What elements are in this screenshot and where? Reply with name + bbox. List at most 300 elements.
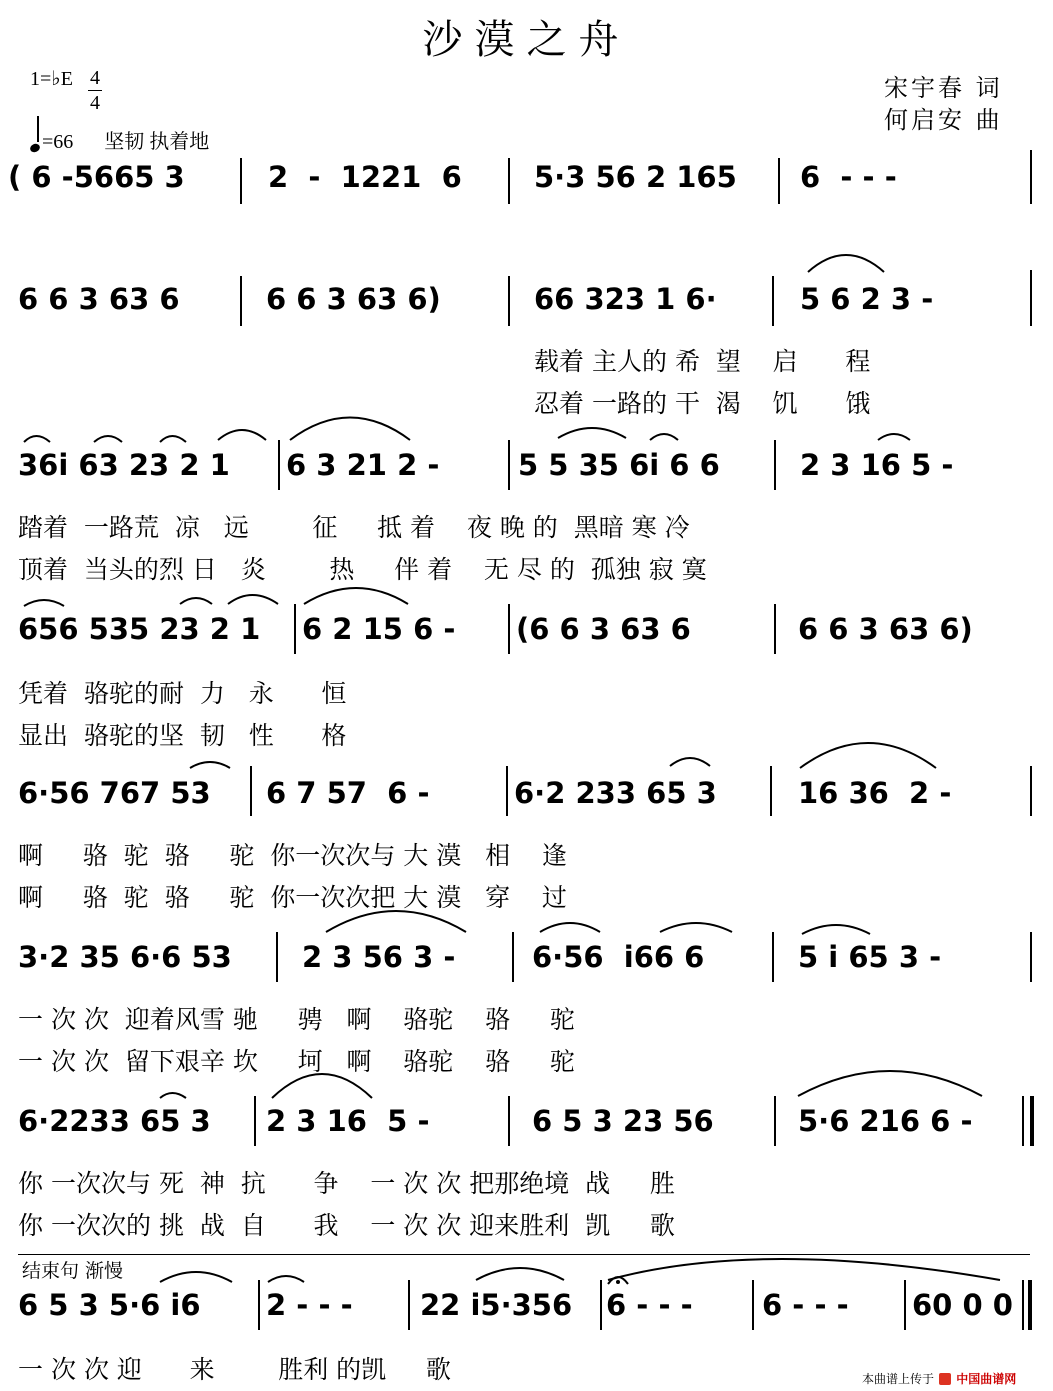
note: -	[939, 776, 952, 810]
lyric: 无	[483, 555, 509, 584]
note: 35	[578, 448, 619, 482]
lyric: 你	[18, 1169, 44, 1198]
note: 5	[48, 1288, 69, 1322]
lyric: 的	[532, 513, 558, 542]
lyric: 把	[370, 883, 396, 912]
lyric: 驼	[549, 1005, 575, 1034]
note: -	[862, 160, 875, 194]
note: 63	[78, 448, 119, 482]
lyricist: 宋宇春 词	[884, 74, 1003, 102]
note: 1	[240, 612, 261, 646]
note: -	[836, 1288, 849, 1322]
lyric: 骆	[82, 883, 108, 912]
lyric: 饥	[772, 389, 798, 418]
lyric: 啊	[346, 1005, 372, 1034]
note: 2	[179, 448, 200, 482]
slur	[650, 434, 678, 440]
note: )	[959, 612, 973, 646]
lyric: 战	[585, 1169, 611, 1198]
slur	[304, 588, 408, 604]
note: 2	[332, 612, 353, 646]
note: 2	[860, 282, 881, 316]
note: 2	[800, 448, 821, 482]
lyric: 寞	[681, 555, 707, 584]
note: -	[61, 160, 74, 194]
note: 5·6	[798, 1104, 850, 1138]
lyric: 骆	[403, 1047, 429, 1076]
lyric: 韧	[199, 721, 225, 750]
note: 56	[673, 1104, 714, 1138]
lyric: 自	[240, 1211, 266, 1240]
slur	[660, 923, 732, 932]
lyric: 挑	[158, 1211, 184, 1240]
lyric: 伴	[394, 555, 420, 584]
lyric: 骆	[82, 841, 108, 870]
lyric: 孤	[590, 555, 616, 584]
lyric: 的凯	[336, 1355, 387, 1384]
note: 53	[191, 940, 232, 974]
lyric: 一	[18, 1047, 44, 1076]
lyric: 我	[313, 1211, 339, 1240]
note: 6·6	[129, 940, 182, 974]
lyric: 驼	[123, 841, 149, 870]
lyric: 踏着	[18, 513, 69, 542]
slur	[160, 436, 186, 442]
lyric: 抵	[377, 513, 403, 542]
slur	[160, 1272, 232, 1282]
note: 65	[848, 940, 889, 974]
lyric: 望	[715, 347, 741, 376]
slur	[290, 418, 410, 441]
lyric: 忍着	[534, 389, 585, 418]
note: 5665	[73, 160, 155, 194]
note: 57	[326, 776, 367, 810]
lyric: 过	[541, 883, 567, 912]
lyric: 征	[312, 513, 338, 542]
note: -	[308, 160, 321, 194]
slur	[160, 1093, 186, 1098]
note: 1	[209, 448, 230, 482]
note: 3	[190, 1104, 211, 1138]
note: -	[417, 776, 430, 810]
note: 3	[898, 940, 920, 974]
lyric: 一	[295, 883, 321, 912]
note: 15	[362, 612, 403, 646]
slur	[190, 762, 230, 768]
note: 3·2	[18, 940, 70, 974]
lyric: 你	[18, 1211, 44, 1240]
lyric: 启	[772, 347, 798, 376]
note: 6	[296, 282, 317, 316]
lyric: 驼	[428, 1005, 454, 1034]
note: 6	[930, 1104, 951, 1138]
note: 6	[48, 282, 69, 316]
lyric: 大	[403, 883, 429, 912]
note: 233	[575, 776, 637, 810]
lyric: 与	[125, 1169, 151, 1198]
lyric: 迎来	[469, 1211, 520, 1240]
note: 6·2233	[18, 1104, 130, 1138]
note: 2	[268, 160, 289, 194]
note: 323	[584, 282, 646, 316]
lyric: 尽	[516, 555, 542, 584]
lyric: 荒	[133, 513, 159, 542]
note: )	[427, 282, 441, 316]
lyric: 主人的	[591, 347, 667, 376]
note: -	[443, 940, 456, 974]
note: 5	[387, 1104, 408, 1138]
lyric: 载着	[534, 347, 585, 376]
note: 65	[140, 1104, 181, 1138]
lyric: 坷	[297, 1047, 323, 1076]
note: 6·	[532, 940, 564, 974]
lyric: 次次	[320, 841, 371, 870]
lyric: 驼	[123, 883, 149, 912]
note: 6	[684, 940, 705, 974]
note: i5·356	[470, 1288, 573, 1322]
note: 6	[800, 160, 821, 194]
lyric: 歌	[425, 1355, 451, 1384]
note: 0	[992, 1288, 1013, 1322]
lyric: 一次次	[50, 1211, 126, 1240]
note: -	[658, 1288, 671, 1322]
lyric: 一	[370, 1211, 396, 1240]
note: 6	[266, 776, 287, 810]
slur	[268, 1276, 304, 1282]
note: 66	[534, 282, 575, 316]
note: 23	[159, 612, 200, 646]
note: 6	[159, 282, 180, 316]
lyric: 程	[845, 347, 871, 376]
lyric: 耐	[158, 679, 184, 708]
note: 6·2	[514, 776, 566, 810]
note: 767	[99, 776, 161, 810]
note: 6	[387, 776, 408, 810]
note: -	[680, 1288, 693, 1322]
ending-label: 结束句 渐慢	[22, 1260, 124, 1282]
lyric: 骆	[485, 1005, 511, 1034]
lyric: 次	[50, 1047, 76, 1076]
lyric: 相	[485, 841, 511, 870]
lyric: 一	[295, 841, 321, 870]
note: 23	[622, 1104, 664, 1138]
slur	[24, 600, 64, 606]
note: 53	[170, 776, 211, 810]
note: 6	[266, 282, 287, 316]
lyric: 的	[549, 555, 575, 584]
slur	[802, 925, 870, 934]
lyric: 来	[189, 1355, 215, 1384]
note: (	[8, 160, 22, 194]
note: 6	[441, 160, 462, 194]
note: 1221	[340, 160, 422, 194]
key-signature: 1=♭E	[30, 68, 73, 90]
note: -	[296, 1288, 309, 1322]
lyric: 与	[370, 841, 396, 870]
lyric: 穿	[485, 883, 511, 912]
lyric: 独	[615, 555, 641, 584]
note: 6	[939, 612, 960, 646]
note: -	[814, 1288, 827, 1322]
lyric: 风雪	[174, 1005, 225, 1034]
note: 3	[589, 612, 611, 646]
note: 63	[888, 612, 930, 646]
slur	[476, 1268, 564, 1280]
lyric: 力	[199, 679, 225, 708]
lyric: 死	[158, 1169, 184, 1198]
note: 56	[49, 776, 90, 810]
time-signature-top: 4	[90, 67, 100, 89]
lyric: 骆	[403, 1005, 429, 1034]
slur	[878, 434, 910, 440]
lyric: 凉	[174, 513, 200, 542]
note: 63	[108, 282, 150, 316]
lyric: 黑	[573, 513, 599, 542]
lyric: 一路的	[591, 389, 667, 418]
note: 6	[302, 612, 323, 646]
note: 65	[646, 776, 687, 810]
note: i6	[170, 1288, 201, 1322]
note: 56	[563, 940, 604, 974]
lyric: 次	[436, 1211, 462, 1240]
note: 3	[830, 448, 851, 482]
lyric: 渴	[715, 389, 741, 418]
note: 5	[518, 448, 539, 482]
note: 60	[912, 1288, 953, 1322]
lyric: 次	[83, 1005, 109, 1034]
note: 5	[798, 940, 819, 974]
note: -	[792, 1288, 805, 1322]
note: 6	[762, 1288, 783, 1322]
note: 6	[18, 282, 39, 316]
note: 3	[592, 1104, 613, 1138]
note: -	[960, 1104, 973, 1138]
note: 535	[88, 612, 150, 646]
lyric: 次	[436, 1169, 462, 1198]
lyric: 坎	[232, 1047, 258, 1076]
slur	[94, 436, 122, 442]
lyric: 一	[18, 1355, 44, 1384]
lyric: 驼	[229, 883, 255, 912]
note: 6i	[629, 448, 660, 482]
lyric: 坚	[158, 721, 184, 750]
lyric: 着	[410, 513, 436, 542]
note: -	[921, 282, 934, 316]
note: 6	[699, 448, 720, 482]
note: 6	[559, 612, 580, 646]
note: 56	[362, 940, 403, 974]
note: 6	[798, 612, 819, 646]
lyric: 漠	[436, 841, 462, 870]
lyric: 漠	[436, 883, 462, 912]
note: -	[443, 612, 456, 646]
note: 63	[356, 282, 398, 316]
note: 35	[79, 940, 120, 974]
lyric: 显出	[18, 721, 69, 750]
note: -	[929, 940, 942, 974]
slur	[326, 911, 466, 932]
lyric: 胜利	[278, 1355, 329, 1384]
lyric: 大	[403, 841, 429, 870]
note: 656	[18, 612, 79, 646]
slur	[272, 1074, 372, 1098]
lyric: 格	[321, 721, 347, 750]
lyric: 战	[199, 1211, 225, 1240]
slur	[808, 255, 884, 272]
lyric: 恒	[321, 679, 347, 708]
note: 6	[413, 612, 434, 646]
slur	[670, 758, 710, 766]
note: 6	[407, 282, 428, 316]
note: -	[318, 1288, 331, 1322]
note: 165	[676, 160, 737, 194]
note: -	[427, 448, 440, 482]
lyric: 逢	[541, 841, 567, 870]
lyric: 驰	[232, 1005, 258, 1034]
note: 5·6	[108, 1288, 161, 1322]
lyric: 烈	[158, 555, 184, 584]
note: 5	[800, 282, 821, 316]
note: 6	[670, 612, 691, 646]
slur	[24, 436, 50, 442]
lyric: 留	[124, 1047, 150, 1076]
note: 36i	[18, 448, 69, 482]
note: 63	[620, 612, 661, 646]
lyric: 骋	[297, 1005, 323, 1034]
lyric: 骆驼的	[83, 679, 159, 708]
slur	[540, 923, 600, 932]
note: 3	[78, 1288, 99, 1322]
note: 22	[420, 1288, 461, 1322]
note: 3	[164, 160, 185, 194]
lyric: 着	[149, 1005, 175, 1034]
note: 3	[413, 940, 434, 974]
note: 3	[858, 612, 879, 646]
note: 6	[532, 1104, 553, 1138]
lyric: 次	[50, 1355, 76, 1384]
lyric: 远	[223, 513, 249, 542]
note: 5	[562, 1104, 583, 1138]
lyric: 争	[313, 1169, 339, 1198]
slur	[228, 595, 278, 604]
note: 6	[830, 282, 851, 316]
note: 2	[266, 1104, 287, 1138]
lyric: 骆	[164, 883, 190, 912]
lyric: 性	[248, 721, 274, 750]
lyric: 饿	[845, 389, 871, 418]
note: 2	[909, 776, 930, 810]
lyric: 一	[370, 1169, 396, 1198]
note: 3	[696, 776, 717, 810]
fermata-dot	[616, 1280, 620, 1284]
lyric: 的	[125, 1211, 151, 1240]
note: -	[840, 160, 853, 194]
note: 5	[911, 448, 932, 482]
note: 3	[78, 282, 99, 316]
note: 16	[326, 1104, 367, 1138]
note: 6·	[685, 282, 717, 316]
note: 23	[128, 448, 170, 482]
lyric: 你	[270, 883, 296, 912]
lyric: 次	[50, 1005, 76, 1034]
note: 2	[266, 1288, 287, 1322]
note: 3	[326, 282, 347, 316]
note: 7	[296, 776, 317, 810]
note: 0	[962, 1288, 983, 1322]
note: 6	[31, 160, 52, 194]
note: 6	[18, 1288, 39, 1322]
note: 3	[316, 448, 337, 482]
note: 6	[828, 612, 849, 646]
lyric: 啊	[346, 1047, 372, 1076]
note: 36	[848, 776, 889, 810]
note: 1	[655, 282, 676, 316]
note: 16	[860, 448, 901, 482]
lyric: 暗	[598, 513, 624, 542]
slur	[218, 430, 266, 440]
note: 6	[606, 1288, 627, 1322]
lyric: 啊	[18, 841, 44, 870]
lyric: 晚	[499, 513, 525, 542]
lyric: 驼	[229, 841, 255, 870]
lyric: 神	[199, 1169, 225, 1198]
note: 21	[346, 448, 387, 482]
lyric: 绝境	[519, 1169, 570, 1198]
lyric: 次	[403, 1169, 429, 1198]
lyric: 你	[270, 841, 296, 870]
lyric: 次次	[320, 883, 371, 912]
note: i66	[623, 940, 675, 974]
composer: 何启安 曲	[884, 106, 1003, 134]
note: 2	[209, 612, 230, 646]
lyric: 歌	[649, 1211, 675, 1240]
lyric: 冷	[664, 513, 690, 542]
lyric: 艰辛	[174, 1047, 225, 1076]
note: -	[884, 160, 897, 194]
note: 5·3	[534, 160, 586, 194]
lyric: 一路	[83, 513, 134, 542]
lyric: 当头的	[83, 555, 159, 584]
note: 16	[798, 776, 839, 810]
slur	[798, 1071, 982, 1096]
lyric: 骆	[164, 841, 190, 870]
lyric: 迎	[116, 1355, 142, 1384]
slur	[800, 743, 936, 768]
lyric: 一次次	[50, 1169, 126, 1198]
note: 3	[332, 940, 353, 974]
lyric: 凭着	[18, 679, 69, 708]
note: 2	[397, 448, 418, 482]
lyric: 凯	[585, 1211, 611, 1240]
note: 2	[302, 940, 323, 974]
lyric: 次	[403, 1211, 429, 1240]
note: 2	[645, 160, 667, 194]
note: i	[828, 940, 839, 974]
note: (6	[516, 612, 550, 646]
slur	[180, 598, 212, 604]
note: 216	[859, 1104, 921, 1138]
lyric: 一	[18, 1005, 44, 1034]
lyric: 抗	[240, 1169, 266, 1198]
lyric: 热	[329, 555, 355, 584]
lyric: 夜	[466, 513, 492, 542]
note: 3	[890, 282, 912, 316]
lyric: 次	[83, 1355, 109, 1384]
lyric: 驼	[549, 1047, 575, 1076]
note: 6	[286, 448, 307, 482]
lyric: 迎	[124, 1005, 150, 1034]
note: 6	[669, 448, 690, 482]
